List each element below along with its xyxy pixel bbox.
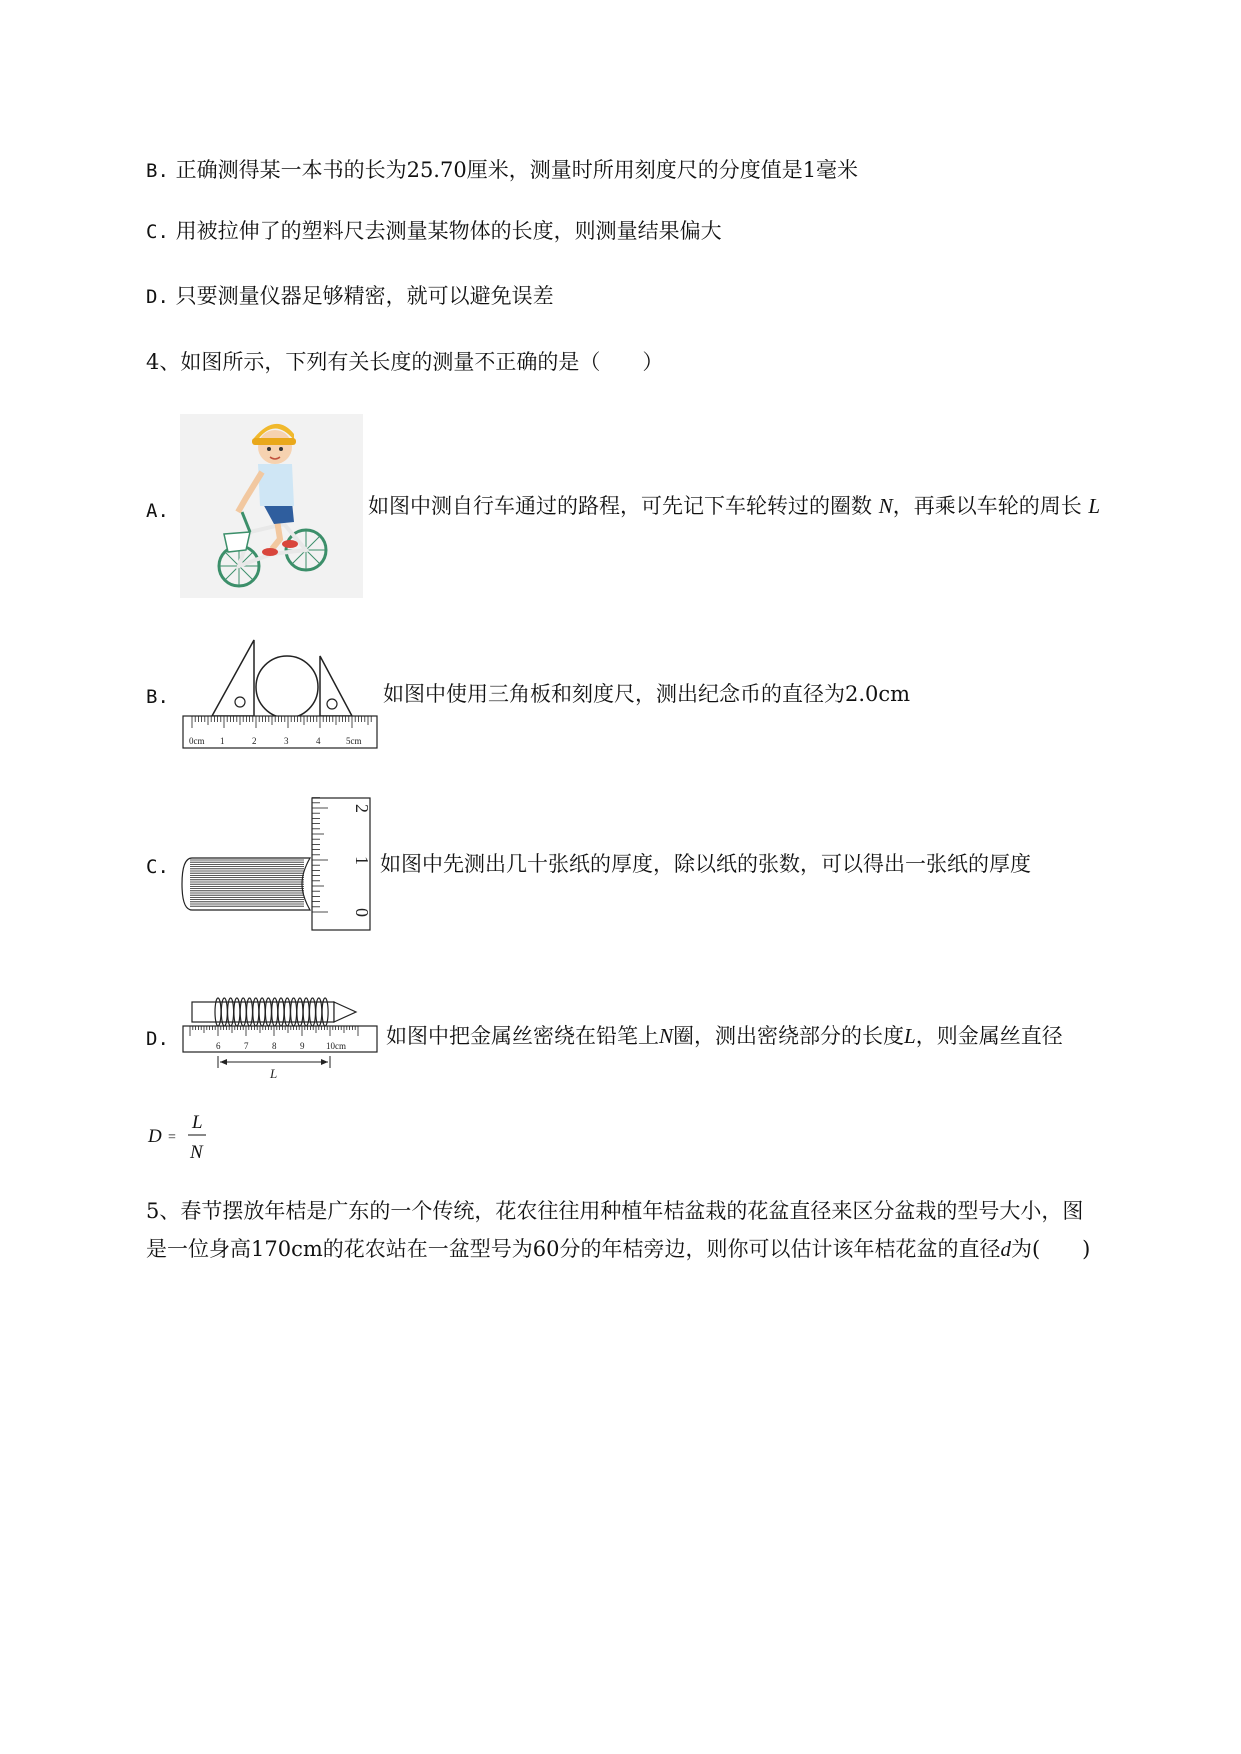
q4-option-a-text: [368, 492, 1100, 520]
ruler-label: 5cm: [346, 736, 362, 746]
variable-n: N: [878, 494, 893, 518]
formula-denominator: N: [190, 1142, 203, 1163]
formula-lhs: D: [148, 1126, 162, 1147]
ruler-label: 1: [352, 856, 372, 865]
option-text-part: 圈，测出密绕部分的长度: [673, 1024, 905, 1048]
length-label: L: [270, 1066, 278, 1080]
ruler-label: 7: [244, 1041, 249, 1051]
q5-line-1: 5、春节摆放年桔是广东的一个传统，花农往往用种植年桔盆栽的花盆直径来区分盆栽的型号大小，图: [146, 1199, 1084, 1223]
variable-l: L: [1088, 494, 1101, 518]
option-text-part: 如图中测自行车通过的路程，可先记下车轮转过的圈数: [368, 494, 872, 518]
option-text-part: ，再乘以车轮的周长: [892, 494, 1082, 518]
ruler-label: 3: [284, 736, 289, 746]
q4-option-c-letter: C.: [146, 856, 169, 878]
q4-stem: 4、如图所示，下列有关长度的测量不正确的是（ ）: [146, 350, 664, 374]
option-text: 只要测量仪器足够精密，就可以避免误差: [175, 284, 554, 308]
bicycle-boy-image: [180, 414, 363, 598]
q5-text-part: 为( ): [1010, 1237, 1091, 1261]
triangle-coin-ruler-figure: [180, 636, 380, 752]
q4-option-a-letter: A.: [146, 500, 169, 522]
ruler-label: 4: [316, 736, 321, 746]
variable-l: L: [904, 1024, 916, 1048]
ruler-label: 10cm: [326, 1041, 346, 1051]
formula-operator: =: [168, 1130, 176, 1145]
ruler-label: 0: [352, 908, 372, 917]
q3-option-b: [146, 156, 858, 185]
q5-line-2: [146, 1230, 1156, 1268]
q5-text-part: 是一位身高170cm的花农站在一盆型号为60分的年桔旁边，则你可以估计该年桔花盆的直径: [146, 1237, 1001, 1261]
q4-option-b-text: 如图中使用三角板和刻度尺，测出纪念币的直径为2.0cm: [383, 682, 911, 706]
option-text: 用被拉伸了的塑料尺去测量某物体的长度，则测量结果偏大: [175, 219, 722, 243]
ruler-label: 2: [352, 804, 372, 813]
pencil-wire-ruler-figure: [180, 984, 380, 1080]
formula-numerator: L: [192, 1112, 203, 1133]
option-text-part: ，则金属丝直径: [915, 1024, 1063, 1048]
option-text-part: 如图中把金属丝密绕在铅笔上: [386, 1024, 659, 1048]
option-letter: B.: [146, 160, 169, 182]
paper-stack-ruler-figure: [180, 796, 375, 932]
ruler-label: 6: [216, 1041, 221, 1051]
q3-option-d: [146, 282, 554, 311]
variable-d: d: [1000, 1237, 1011, 1261]
option-letter: D.: [146, 286, 169, 308]
wire-diameter-formula: [146, 1104, 216, 1168]
q3-option-c: [146, 217, 722, 246]
option-text: 正确测得某一本书的长为25.70厘米，测量时所用刻度尺的分度值是1毫米: [175, 158, 859, 182]
q5-stem: [146, 1192, 1156, 1268]
q4-option-d-text: [386, 1022, 1063, 1050]
option-letter: C.: [146, 221, 169, 243]
q4-option-d-letter: D.: [146, 1028, 169, 1050]
ruler-label: 9: [300, 1041, 305, 1051]
variable-n: N: [659, 1024, 674, 1048]
q4-option-b-letter: B.: [146, 686, 169, 708]
ruler-label: 8: [272, 1041, 277, 1051]
ruler-label: 0cm: [189, 736, 205, 746]
ruler-label: 1: [220, 736, 225, 746]
q4-option-c-text: 如图中先测出几十张纸的厚度，除以纸的张数，可以得出一张纸的厚度: [380, 852, 1031, 876]
ruler-label: 2: [252, 736, 257, 746]
